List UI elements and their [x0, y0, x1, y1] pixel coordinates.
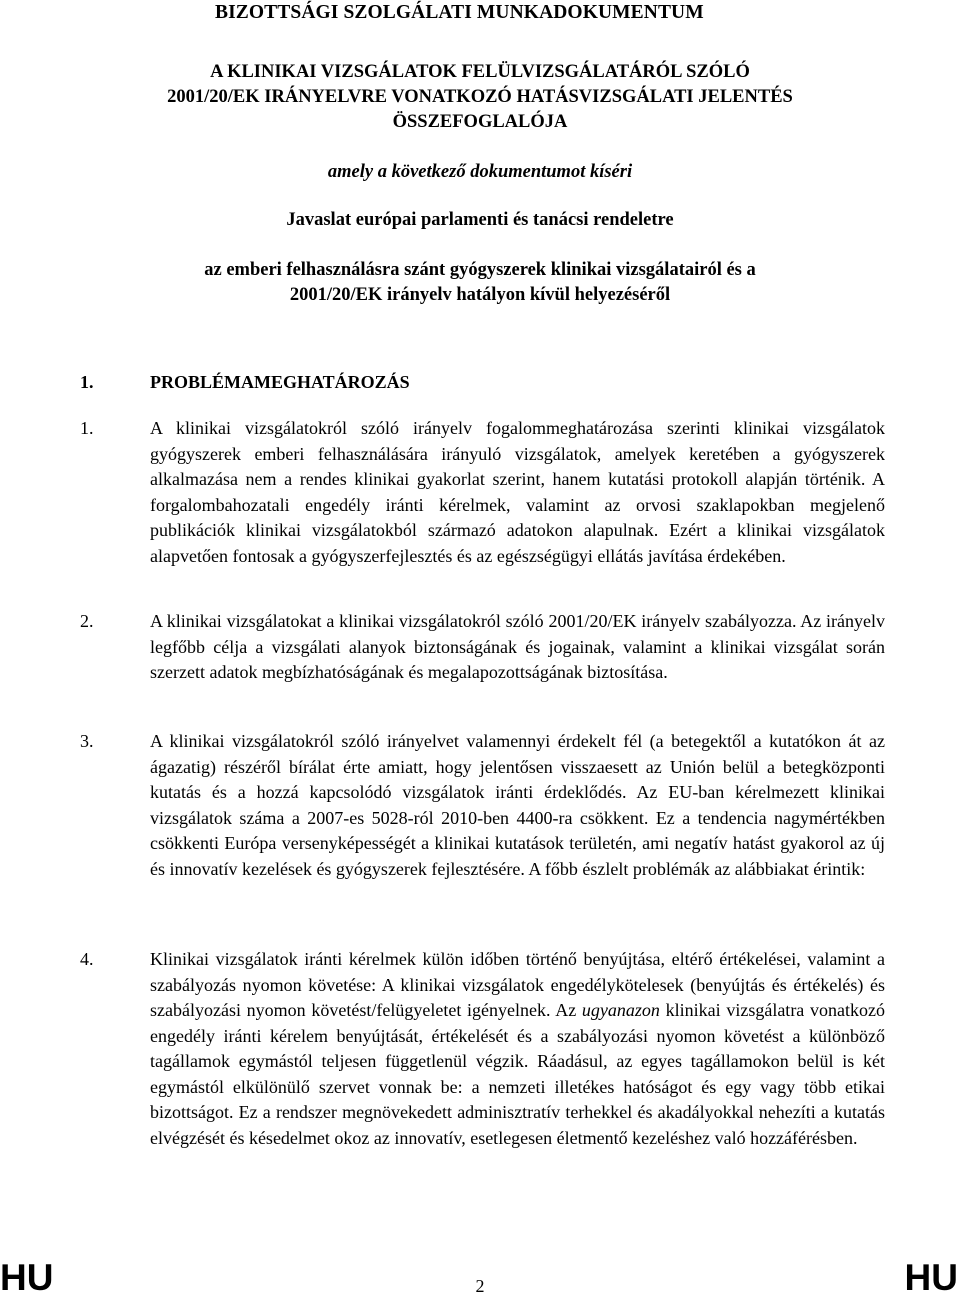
paragraph-text-part: Klinikai vizsgálatok iránti kérelmek külön időben történő benyújtása, eltérő értékelései, valamint a szabályozás nyomon követése: A klinikai vizsgálatok engedélykötelesek (benyújtás és értékelés) és szabályozási nyomon követést/felügyeletet igényelnek. Az: [150, 949, 885, 1020]
paragraph-number: 2.: [80, 611, 94, 631]
report-title-line: ÖSSZEFOGLALÓJA: [392, 112, 568, 132]
report-title: [0, 60, 960, 135]
paragraph-number: 3.: [80, 731, 94, 751]
footer-language-code-right: HU: [904, 1257, 958, 1298]
section-heading: [80, 372, 410, 393]
proposal-subject: [0, 258, 960, 308]
accompanies-note: amely a következő dokumentumot kíséri: [327, 162, 633, 182]
paragraph-3: [80, 729, 885, 882]
paragraph-text: A klinikai vizsgálatokat a klinikai vizsgálatokról szóló 2001/20/EK irányelv szabályozza. Az irányelv legfőbb célja a vizsgálati alanyok biztonságának és jogainak, valamint a klinikai vizsgálat során szerzett adatok megbízhatóságának és megalapozottságának biztosítása.: [150, 611, 885, 682]
paragraph-text: A klinikai vizsgálatokról szóló irányelv fogalommeghatározása szerinti klinikai vizsgálatok gyógyszerek emberi felhasználására irányuló vizsgálatok, amelyek keretében a gyógyszerek alkalmazása nem a rendes klinikai gyakorlat szerint, hanem kutatási protokoll alapján történik. A forgalombahozatali engedély iránti kérelmek, valamint az orvosi szaklapokban megjelenő publikációk klinikai vizsgálatokból származó adatokon alapulnak. Ezért a klinikai vizsgálatok alapvetően fontosak a gyógyszerfejlesztés és az egészségügyi ellátás javítása érdekében.: [150, 418, 885, 566]
document-type-title: BIZOTTSÁGI SZOLGÁLATI MUNKADOKUMENTUM: [215, 2, 704, 23]
paragraph-1: [80, 416, 885, 569]
paragraph-text: [150, 947, 885, 1151]
page-number: 2: [475, 1276, 485, 1296]
section-number: 1.: [80, 372, 94, 392]
proposal-subject-line: az emberi felhasználásra szánt gyógyszerek klinikai vizsgálatairól és a: [204, 260, 756, 280]
section-title: PROBLÉMAMEGHATÁROZÁS: [150, 372, 410, 392]
footer-language-code-left: HU: [0, 1257, 54, 1298]
report-title-line: 2001/20/EK IRÁNYELVRE VONATKOZÓ HATÁSVIZSGÁLATI JELENTÉS: [167, 87, 793, 107]
paragraph-number: 4.: [80, 949, 94, 969]
paragraph-text-emphasis: ugyanazon: [581, 1000, 660, 1020]
paragraph-text: A klinikai vizsgálatokról szóló irányelvet valamennyi érdekelt fél (a betegektől a kutatókon át az ágazatig) részéről bírálat érte amiatt, hogy jelentősen visszaesett az Unión belül a betegközponti kutatás és a hozzá kapcsolódó vizsgálatok iránti érdeklődés. Az EU-ban kérelmezett klinikai vizsgálatok száma a 2007-es 5028-ról 2010-ben 4400-ra csökkent. Ez a tendencia nagymértékben csökkenti Európa versenyképességét a klinikai kutatások területén, ami negatív hatást gyakorol az új és innovatív kezelések és gyógyszerek fejlesztésére. A főbb észlelt problémák az alábbiakat érintik:: [150, 731, 885, 879]
paragraph-4: [80, 947, 885, 1151]
proposal-title: Javaslat európai parlamenti és tanácsi rendeletre: [286, 210, 674, 230]
paragraph-text-part: klinikai vizsgálatra vonatkozó engedély iránti kérelem benyújtását, értékelését és a szabályozási nyomon követést a különböző tagállamok egymástól teljesen függetlenül végzik. Ráadásul, az egyes tagállamokon belül is két egymástól elkülönülő szervet vonnak be: a nemzeti illetékes hatóságot és egy vagy több etikai bizottságot. Ez a rendszer megnövekedett adminisztratív terhekkel és akadályokkal nehezíti a kutatás elvégzését és késedelmet okoz az innovatív, esetlegesen életmentő kezeléshez való hozzáférésben.: [150, 1000, 885, 1148]
paragraph-2: [80, 609, 885, 686]
paragraph-number: 1.: [80, 418, 94, 438]
report-title-line: A KLINIKAI VIZSGÁLATOK FELÜLVIZSGÁLATÁRÓL SZÓLÓ: [210, 62, 750, 82]
proposal-subject-line: 2001/20/EK irányelv hatályon kívül helyezéséről: [289, 285, 671, 305]
